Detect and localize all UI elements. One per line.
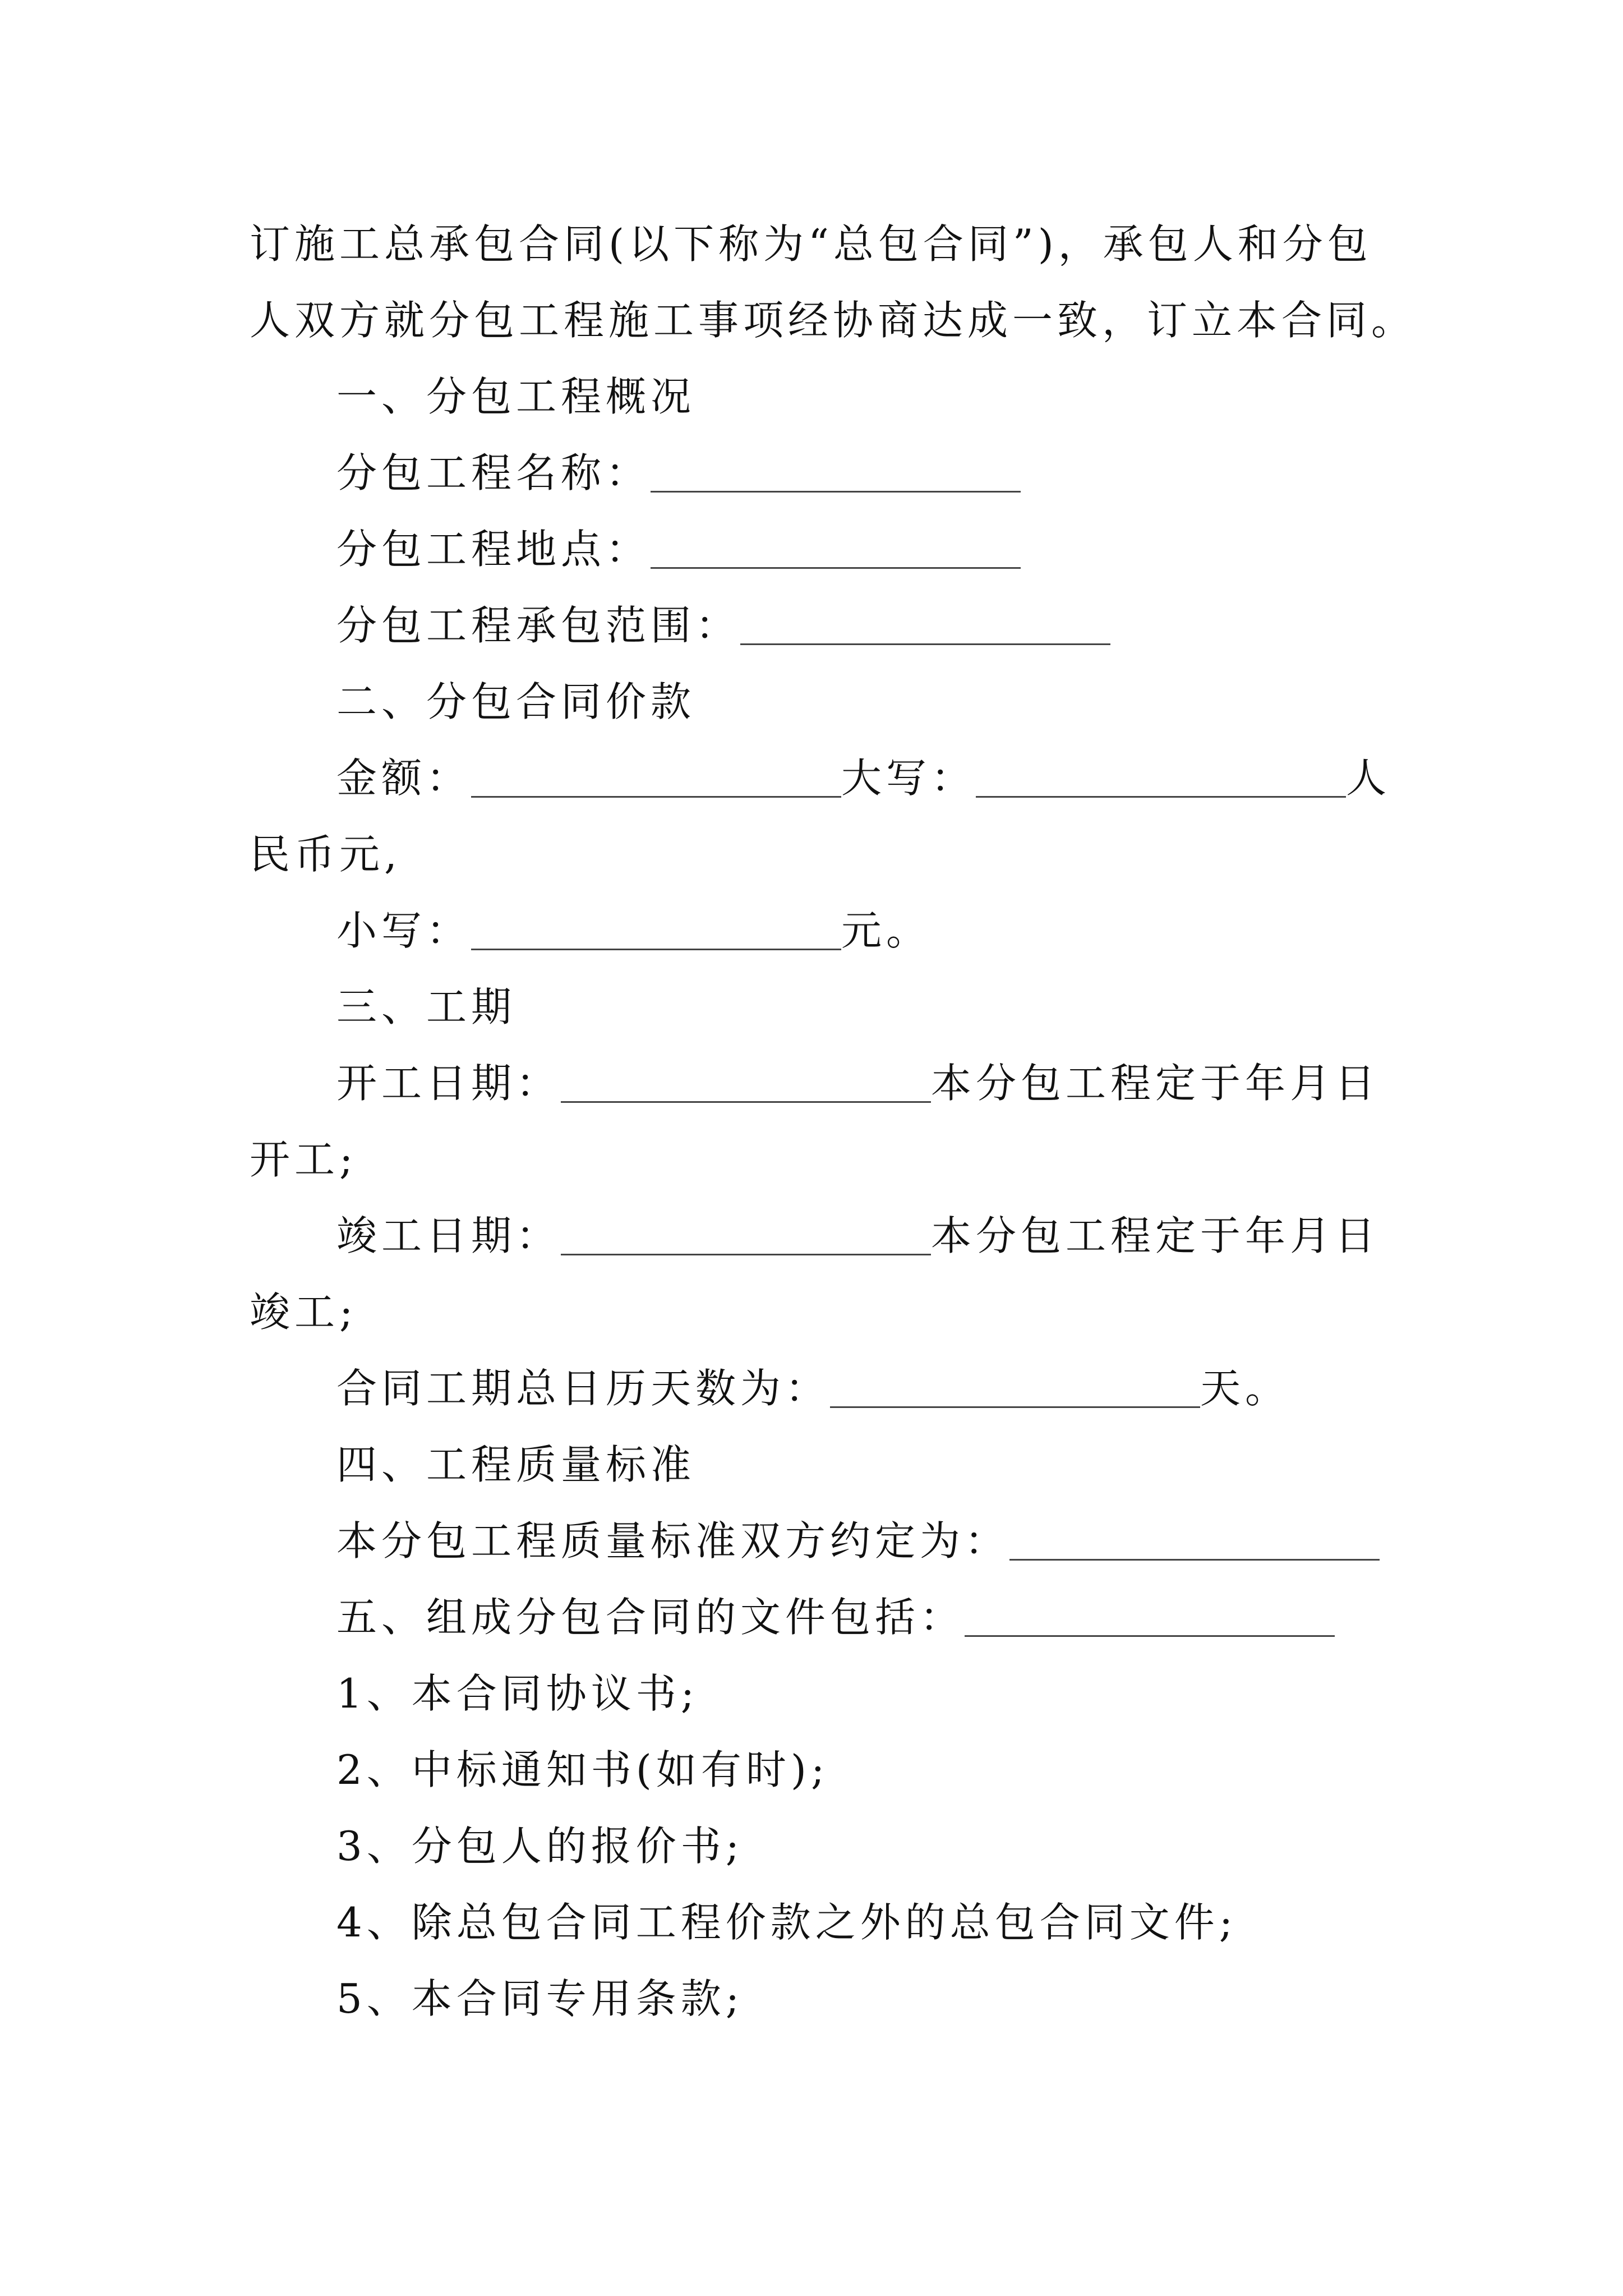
contract-days-blank[interactable] xyxy=(830,1369,1200,1408)
amount-row xyxy=(336,747,1391,809)
intro-line-2: 人双方就分包工程施工事项经协商达成一致，订立本合同。 xyxy=(250,297,1417,344)
end-date-blank[interactable] xyxy=(561,1217,931,1255)
contract-documents-blank[interactable] xyxy=(965,1598,1335,1637)
subcontract-name-label: 分包工程名称： xyxy=(336,449,651,496)
end-date-text: 本分包工程定于年月日 xyxy=(931,1212,1380,1259)
intro-line-1: 订施工总承包合同(以下称为“总包合同”)，承包人和分包 xyxy=(250,220,1372,268)
end-date-label: 竣工日期： xyxy=(336,1212,561,1259)
contract-days-label: 合同工期总日历天数为： xyxy=(336,1365,831,1412)
subcontract-scope-label: 分包工程承包范围： xyxy=(336,602,741,649)
subcontract-name-blank[interactable] xyxy=(651,454,1021,493)
document-list-item-2: 2、中标通知书(如有时); xyxy=(336,1746,829,1793)
subcontract-scope-row xyxy=(336,595,1110,656)
section-4-heading: 四、工程质量标准 xyxy=(336,1441,696,1488)
capital-amount-blank[interactable] xyxy=(976,759,1346,798)
subcontract-location-label: 分包工程地点： xyxy=(336,526,651,573)
capital-label: 大写： xyxy=(841,754,976,802)
section-2-heading: 二、分包合同价款 xyxy=(336,678,696,725)
small-amount-blank[interactable] xyxy=(471,912,841,950)
capital-suffix-2: 民币元, xyxy=(250,831,402,878)
subcontract-location-row xyxy=(336,518,1021,580)
document-list-item-4: 4、除总包合同工程价款之外的总包合同文件; xyxy=(336,1899,1238,1946)
section-1-heading: 一、分包工程概况 xyxy=(336,373,696,420)
small-amount-label: 小写： xyxy=(336,907,472,954)
start-date-label: 开工日期： xyxy=(336,1060,561,1107)
section-5-row xyxy=(336,1586,1335,1648)
section-3-heading: 三、工期 xyxy=(336,983,517,1030)
amount-blank[interactable] xyxy=(471,759,841,798)
quality-standard-row xyxy=(336,1510,1380,1572)
subcontract-name-row xyxy=(336,442,1021,504)
amount-label: 金额： xyxy=(336,754,472,802)
contract-days-row xyxy=(336,1358,1290,1419)
start-date-continuation: 开工; xyxy=(250,1136,358,1183)
small-amount-row xyxy=(336,900,931,961)
quality-standard-label: 本分包工程质量标准双方约定为： xyxy=(336,1517,1010,1565)
end-date-row xyxy=(336,1205,1380,1267)
small-amount-suffix: 元。 xyxy=(841,907,932,954)
capital-suffix-1: 人 xyxy=(1346,754,1391,802)
end-date-continuation: 竣工; xyxy=(250,1289,358,1336)
section-5-heading: 五、组成分包合同的文件包括： xyxy=(336,1594,965,1641)
subcontract-location-blank[interactable] xyxy=(651,530,1021,569)
document-list-item-3: 3、分包人的报价书; xyxy=(336,1823,744,1870)
start-date-blank[interactable] xyxy=(561,1064,931,1103)
start-date-row xyxy=(336,1052,1380,1114)
contract-days-suffix: 天。 xyxy=(1200,1365,1290,1412)
start-date-text: 本分包工程定于年月日 xyxy=(931,1060,1380,1107)
quality-standard-blank[interactable] xyxy=(1009,1522,1380,1561)
subcontract-scope-blank[interactable] xyxy=(740,606,1110,645)
document-list-item-1: 1、本合同协议书; xyxy=(336,1670,699,1717)
document-list-item-5: 5、本合同专用条款; xyxy=(336,1975,744,2022)
